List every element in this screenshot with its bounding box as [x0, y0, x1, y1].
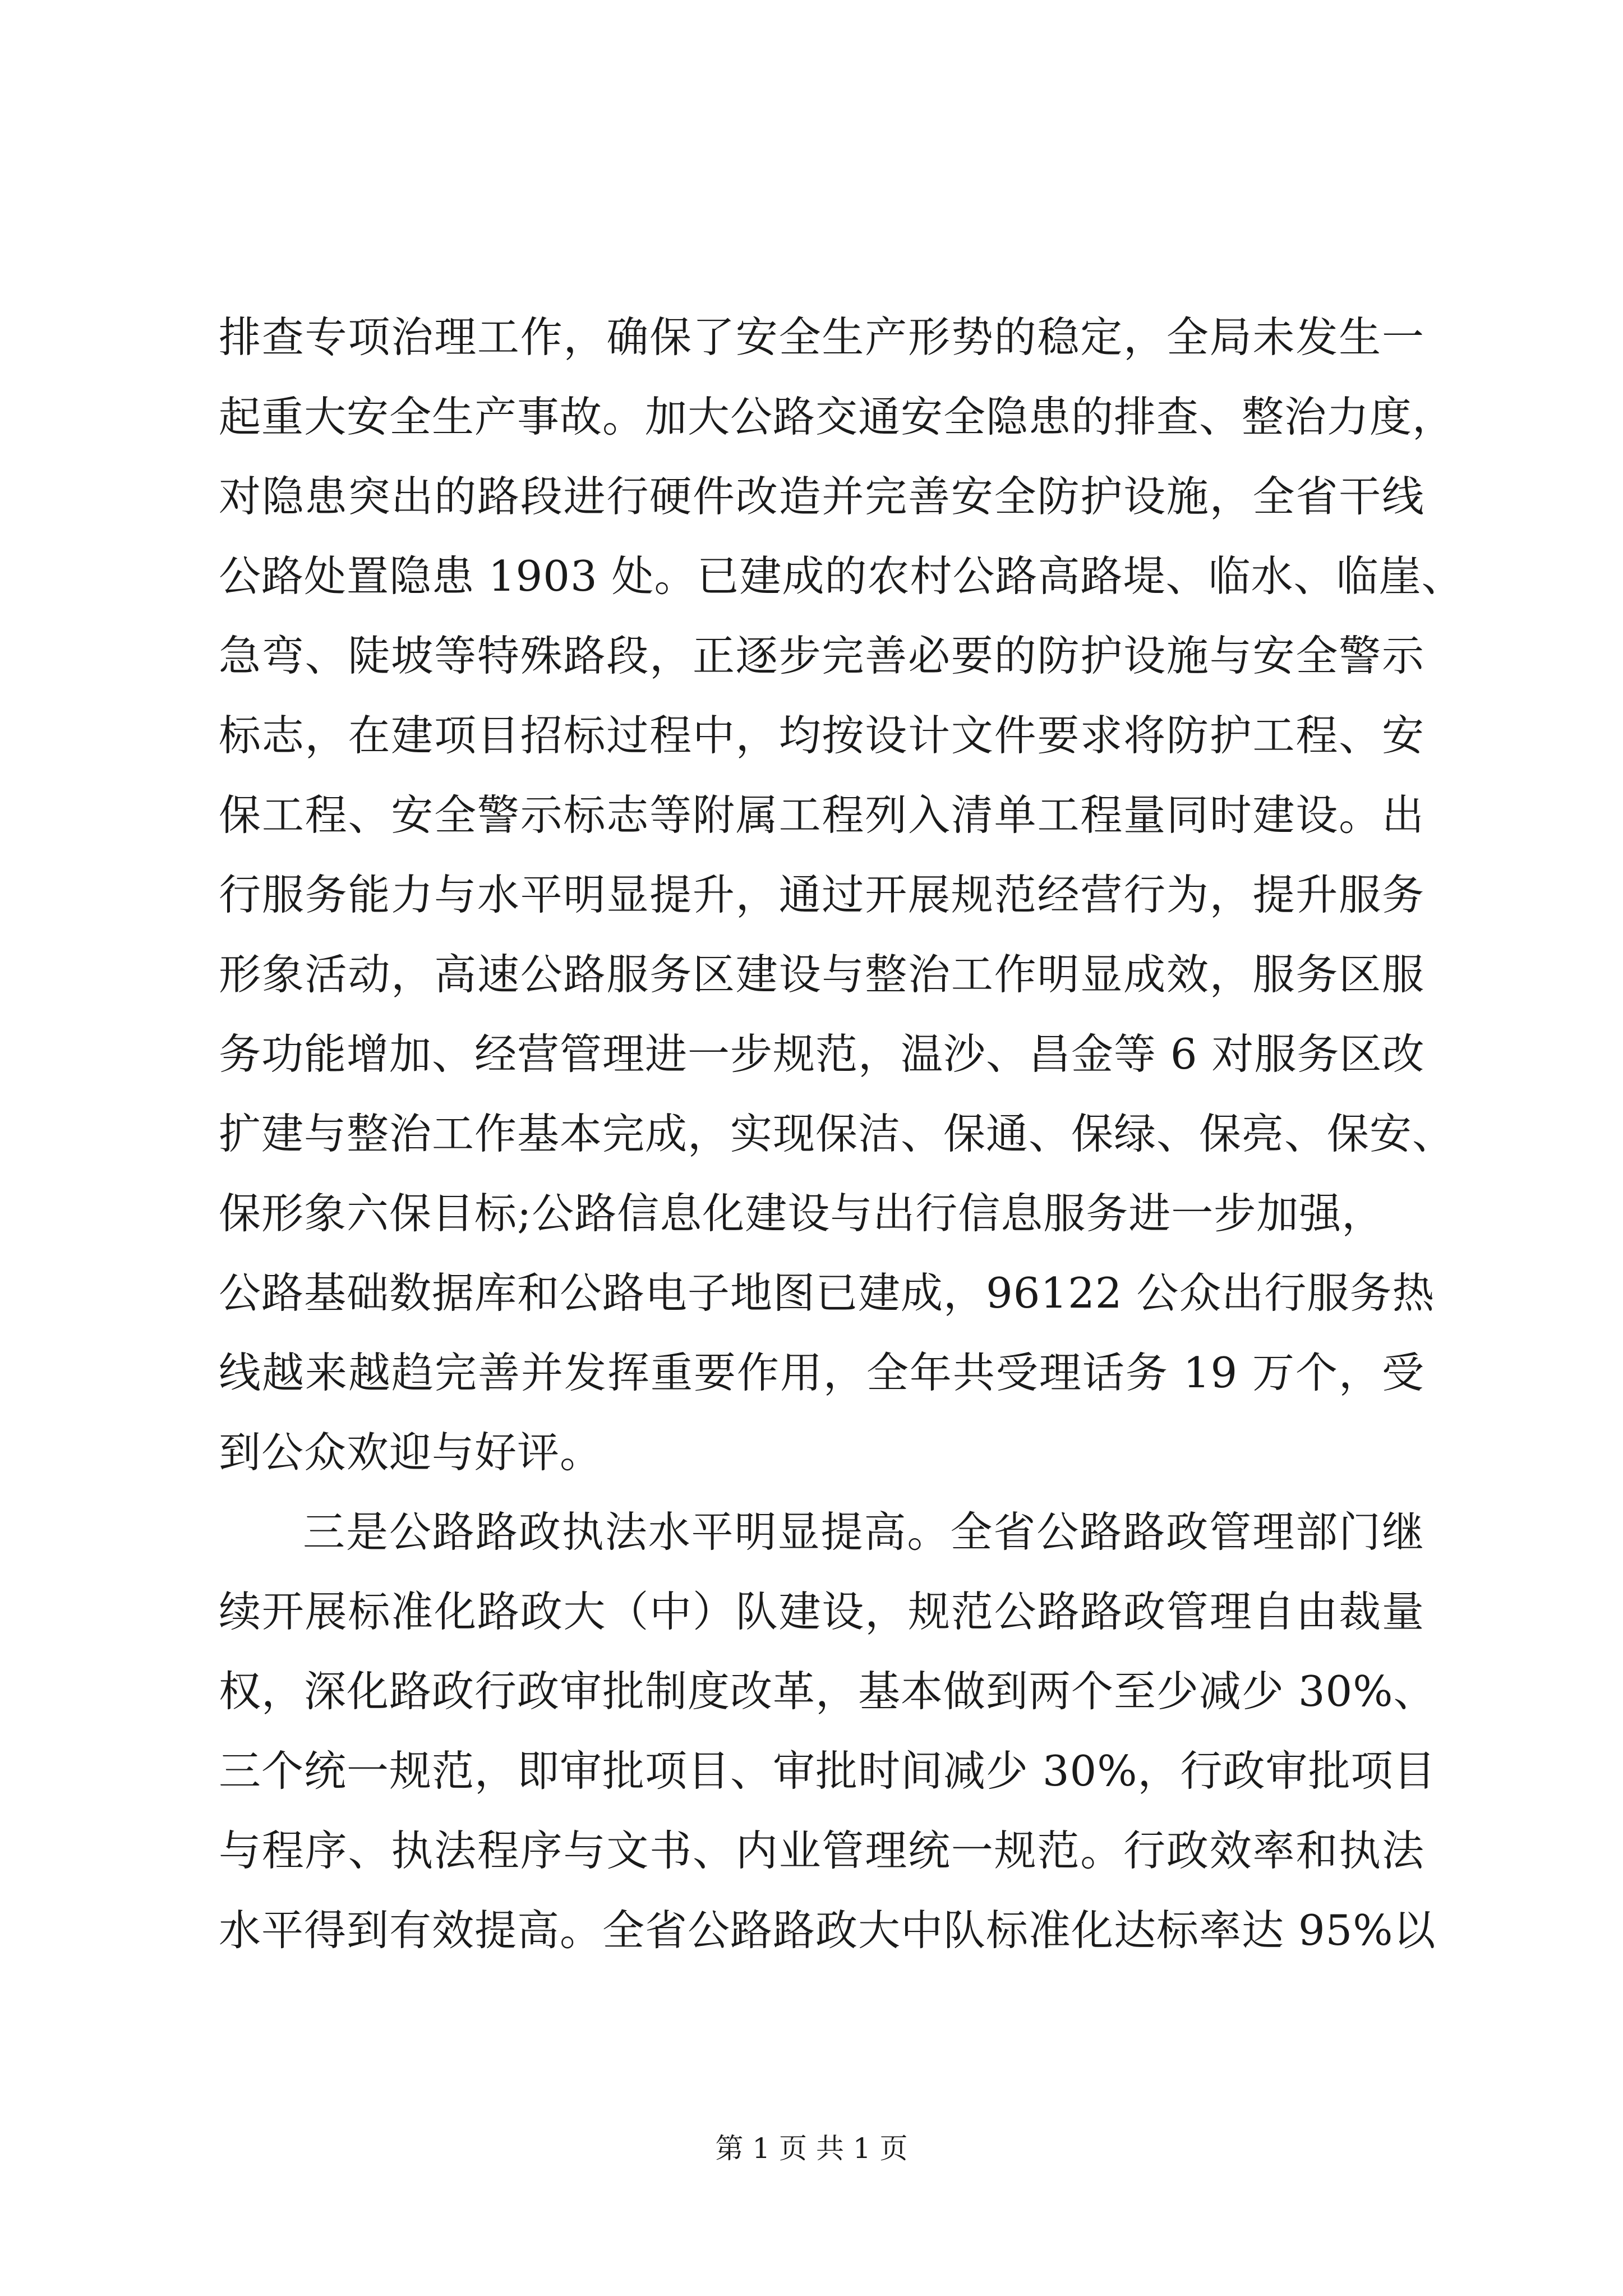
- text-line: 标志，在建项目招标过程中，均按设计文件要求将防护工程、安: [219, 711, 1424, 760]
- text-line-paragraph-end: 到公众欢迎与好评。: [219, 1428, 603, 1477]
- text-line: 续开展标准化路政大（中）队建设，规范公路路政管理自由裁量: [219, 1587, 1424, 1636]
- text-line: 公路基础数据库和公路电子地图已建成，96122 公众出行服务热: [219, 1268, 1435, 1318]
- text-line: 保形象六保目标;公路信息化建设与出行信息服务进一步加强，: [219, 1189, 1385, 1238]
- document-body: [219, 297, 1464, 1970]
- page-number-label: 第 1 页 共 1 页: [715, 2132, 908, 2165]
- text-line: 行服务能力与水平明显提升，通过开展规范经营行为，提升服务: [219, 870, 1424, 919]
- text-line: 三个统一规范，即审批项目、审批时间减少 30%，行政审批项目: [219, 1746, 1436, 1796]
- text-line: 保工程、安全警示标志等附属工程列入清单工程量同时建设。出: [219, 790, 1424, 840]
- text-line: 公路处置隐患 1903 处。已建成的农村公路高路堤、临水、临崖、: [219, 551, 1464, 601]
- text-line: 与程序、执法程序与文书、内业管理统一规范。行政效率和执法: [219, 1826, 1424, 1875]
- text-line-paragraph-start: 三是公路路政执法水平明显提高。全省公路路政管理部门继: [303, 1507, 1424, 1557]
- text-line: 务功能增加、经营管理进一步规范，温沙、昌金等 6 对服务区改: [219, 1029, 1425, 1079]
- text-line: 水平得到有效提高。全省公路路政大中队标准化达标率达 95%以: [219, 1906, 1436, 1955]
- text-line: 线越来越趋完善并发挥重要作用，全年共受理话务 19 万个，受: [219, 1348, 1424, 1397]
- text-line: 扩建与整治工作基本完成，实现保洁、保通、保绿、保亮、保安、: [219, 1109, 1455, 1158]
- text-line: 排查专项治理工作，确保了安全生产形势的稳定，全局未发生一: [219, 312, 1424, 362]
- page-footer: [0, 2132, 1623, 2165]
- text-line: 起重大安全生产事故。加大公路交通安全隐患的排查、整治力度，: [219, 392, 1455, 441]
- text-line: 对隐患突出的路段进行硬件改造并完善安全防护设施，全省干线: [219, 472, 1424, 521]
- text-line: 急弯、陡坡等特殊路段，正逐步完善必要的防护设施与安全警示: [219, 631, 1424, 680]
- text-line: 形象活动，高速公路服务区建设与整治工作明显成效，服务区服: [219, 950, 1424, 999]
- text-line: 权，深化路政行政审批制度改革，基本做到两个至少减少 30%、: [219, 1667, 1436, 1716]
